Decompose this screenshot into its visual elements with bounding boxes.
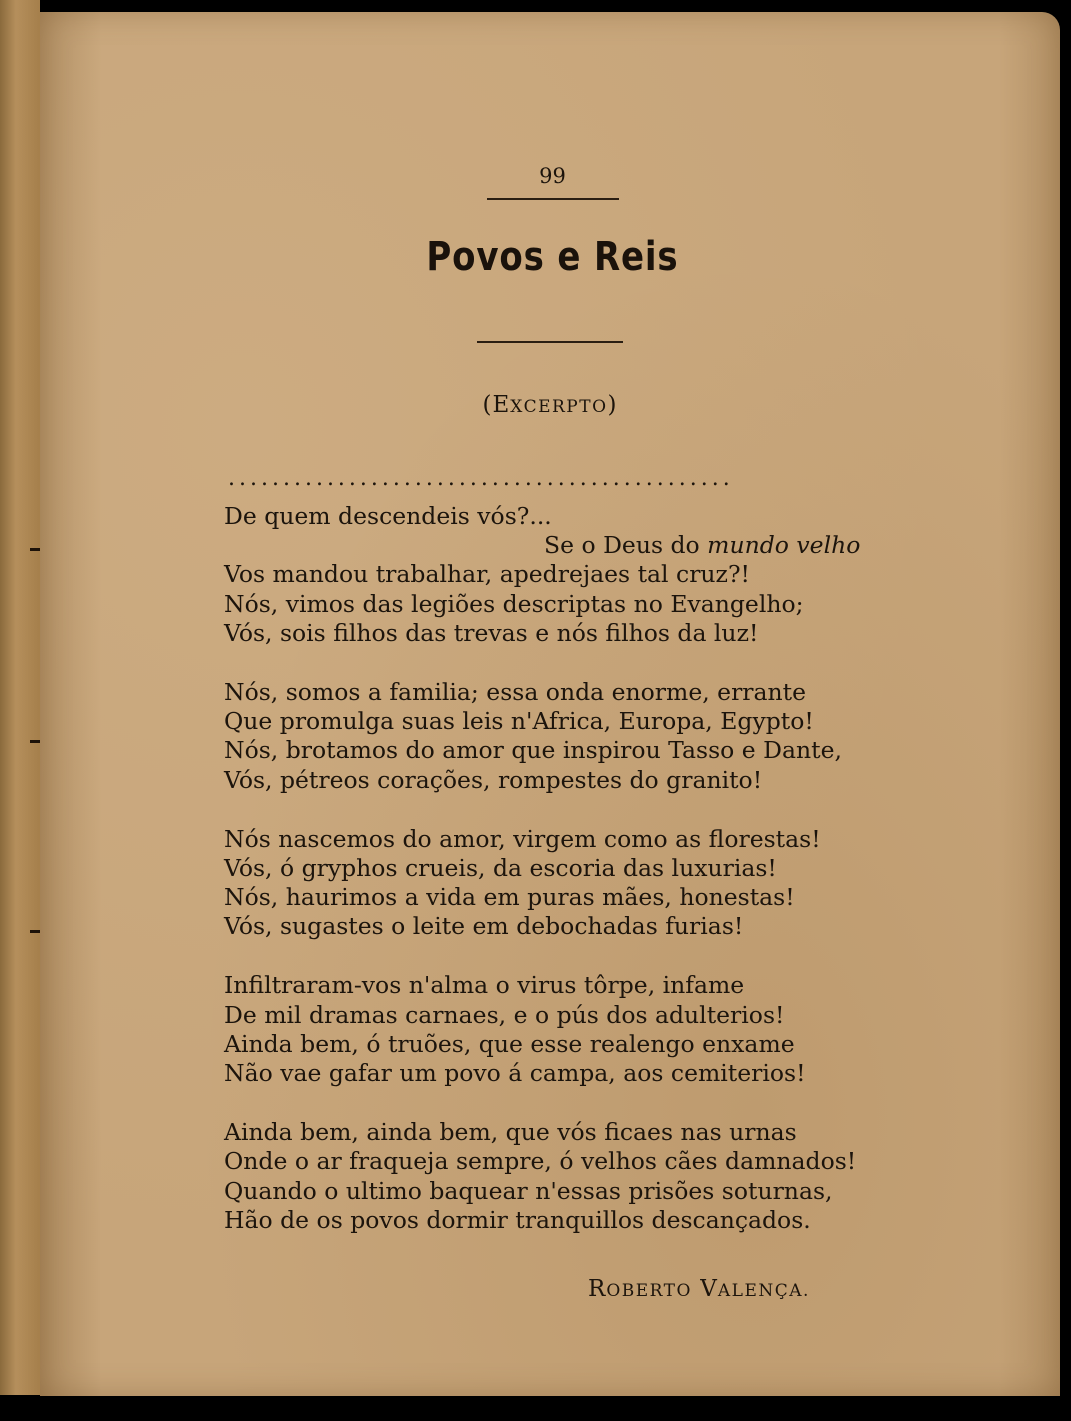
poem-line: Onde o ar fraqueja sempre, ó velhos cães damnados!: [224, 1147, 857, 1176]
poem-line: Nós nascemos do amor, virgem como as florestas!: [224, 824, 821, 853]
signature-small-caps: ALENÇA.: [717, 1281, 810, 1301]
poem-line: Ainda bem, ainda bem, que vós ficaes nas urnas: [224, 1118, 797, 1147]
subtitle-small-caps: XCERPTO: [510, 397, 608, 417]
poem-line-italic: mundo velho: [707, 531, 861, 560]
signature-initial: V: [700, 1276, 718, 1302]
poem-line: Nós, haurimos a vida em puras mães, honestas!: [224, 883, 795, 912]
poem-line: Nós, vimos das legiões descriptas no Evangelho;: [224, 589, 804, 618]
book-page: [40, 12, 1060, 1396]
poem-subtitle: [40, 392, 1060, 418]
subtitle-close: ): [607, 392, 618, 418]
stanza-2: [224, 678, 884, 795]
ellipsis-row: ..............................................: [228, 466, 734, 491]
page-number: 99: [539, 164, 566, 188]
poem-body: [224, 502, 884, 1235]
poem-line: De quem descendeis vós?...: [224, 502, 552, 530]
poem-line: Vós, sois filhos das trevas e nós filhos da luz!: [224, 618, 759, 647]
poem-line: Quando o ultimo baquear n'essas prisões soturnas,: [224, 1176, 833, 1205]
signature-initial: R: [588, 1276, 607, 1302]
poem-line: Que promulga suas leis n'Africa, Europa, Egypto!: [224, 707, 814, 736]
poem-line: Infiltraram-vos n'alma o virus tôrpe, infame: [224, 971, 745, 1000]
poem-line: De mil dramas carnaes, e o pús dos adulterios!: [224, 1000, 785, 1029]
subtitle-open: (E: [482, 392, 511, 418]
stanza-5: [224, 1118, 884, 1235]
poem-line: Vos mandou trabalhar, apedrejaes tal cruz?!: [224, 560, 750, 589]
poem-line-segment: Se o Deus do: [544, 531, 708, 560]
poem-line: Nós, somos a familia; essa onda enorme, errante: [224, 677, 807, 706]
header-rule: [487, 198, 619, 200]
title-rule: [477, 341, 623, 343]
author-signature: [588, 1276, 810, 1302]
poem-line: Vós, pétreos corações, rompestes do granito!: [224, 765, 763, 794]
signature-small-caps: OBERTO: [606, 1281, 692, 1301]
poem-line: Vós, sugastes o leite em debochadas furias!: [224, 912, 744, 941]
poem-line: Hão de os povos dormir tranquillos descançados.: [224, 1205, 811, 1234]
poem-line: Vós, ó gryphos crueis, da escoria das luxurias!: [224, 853, 777, 882]
stanza-4: [224, 971, 884, 1088]
stanza-1: [224, 502, 884, 648]
poem-title: Povos e Reis: [426, 234, 679, 280]
poem-line: Ainda bem, ó truões, que esse realengo enxame: [224, 1029, 795, 1058]
previous-page-edge: [0, 0, 40, 1395]
poem-line: Nós, brotamos do amor que inspirou Tasso e Dante,: [224, 736, 842, 765]
poem-line: [224, 531, 884, 560]
stanza-3: [224, 825, 884, 942]
poem-line: Não vae gafar um povo á campa, aos cemiterios!: [224, 1059, 806, 1087]
